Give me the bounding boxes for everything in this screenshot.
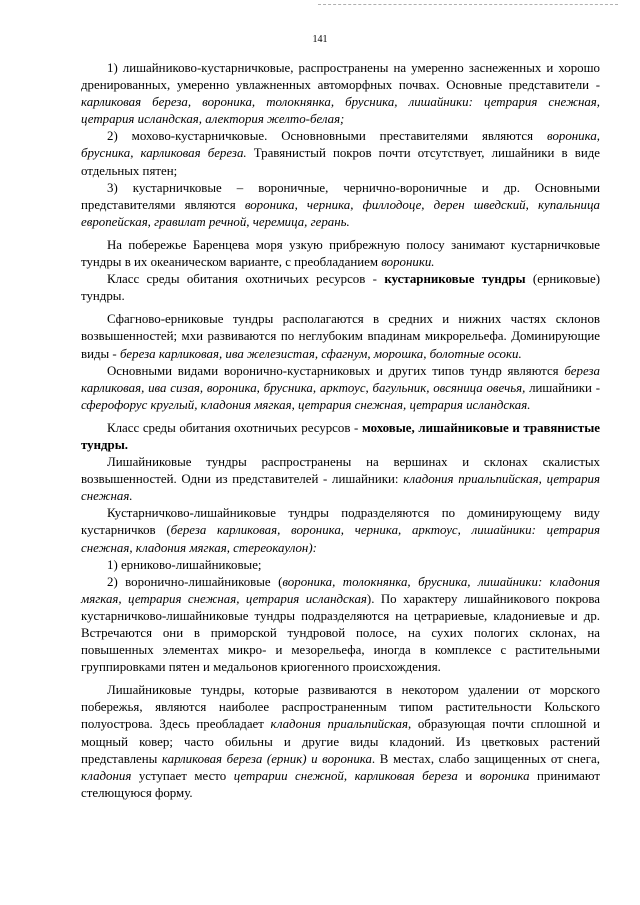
text-run: На побережье Баренцева моря узкую прибрежную полосу занимают кустарничковые тундры в их океаническом варианте, с преобладанием xyxy=(81,237,600,270)
text-run: , образующая почти сплошной и мощный ковер; часто обильны и другие виды кладоний. Из цветковых растений представлены xyxy=(81,717,600,766)
scan-edge-line xyxy=(318,4,618,5)
italic-text: береза карликовая, вороника, черника, арктоус, лишайники: цетрария снежная, кладония мягкая, стереокаулон): xyxy=(81,523,600,555)
italic-text: кладония приальпийская xyxy=(270,717,408,732)
bold-text: моховые, лишайниковые и травянистые тундры. xyxy=(81,420,601,452)
text-run: 2) мохово-кустарничковые. Основновными преставителями являются xyxy=(107,129,548,144)
text-run: . В местах, слабо защищенных от снега, xyxy=(371,751,600,766)
italic-text: цетрарии снежной, карликовая береза xyxy=(233,768,458,783)
paragraph xyxy=(81,454,600,505)
paragraph xyxy=(81,60,600,128)
text-run: принимают стелющуюся форму. xyxy=(81,768,600,800)
italic-text: вороники. xyxy=(381,255,435,270)
paragraph xyxy=(81,574,600,677)
text-run: Лишайниковые тундры, которые развиваются в некотором удалении от морского побережья, являются наиболее распространенным типом растительности Кольского полуострова. Здесь преобладает xyxy=(81,683,600,732)
page-number: 141 xyxy=(312,34,328,45)
text-run: ). По характеру лишайникового покрова кустарничково-лишайниковые тундры подразделяются на цетрариевые, кладониевые и др. Встречаются они в приморской тундровой полосе, на сухих пологих склонах, на повышенных элементах микро- и мезорельефа, иногда в комплексе с растительными группировками пятен и медальонов криогенного происхождения. xyxy=(81,591,600,675)
text-run: (ерниковые) тундры. xyxy=(81,272,600,304)
text-run: Лишайниковые тундры распространены на вершинах и склонах скалистых возвышенностей. Одни из представителей - лишайники: xyxy=(81,455,600,487)
italic-text: вороника xyxy=(479,768,530,783)
italic-text: сферофорус круглый, кладония мягкая, цетрария снежная, цетрария исландская. xyxy=(81,397,531,412)
text-run: лишайники - xyxy=(525,380,600,395)
paragraph xyxy=(81,682,600,802)
bold-text: кустарниковые тундры xyxy=(384,272,526,287)
italic-text: береза карликовая, ива железистая, сфагнум, морошка, болотные осоки. xyxy=(119,346,522,361)
text-run: Травянистый покров почти отсутствует, лишайники в виде отдельных пятен; xyxy=(81,146,600,178)
text-run: Сфагново-ерниковые тундры располагаются в средних и нижних частях склонов возвышенностей; мхи развиваются по неглубоким впадинам микрорельефа. Доминирующие виды - xyxy=(81,312,600,361)
text-run: 1) лишайниково-кустарничковые, распространены на умеренно заснеженных и хорошо дренированных, умеренно увлажненных автоморфных почвах. Основные представители - xyxy=(81,61,600,93)
text-run: Класс среды обитания охотничьих ресурсов - xyxy=(107,272,385,287)
text-run: Класс среды обитания охотничьих ресурсов - xyxy=(107,420,362,435)
text-run: уступает место xyxy=(131,768,234,783)
italic-text: карликовая береза, вороника, толокнянка, брусника, лишайники: цетрария снежная, цетрария исландская, алектория желто-белая; xyxy=(81,95,600,127)
paragraph xyxy=(81,420,600,454)
paragraph xyxy=(81,311,600,362)
italic-text: карликовая береза (ерник) и вороника xyxy=(161,751,372,766)
italic-text: береза карликовая, ива сизая, вороника, брусника, арктоус, багульник, овсяница овечья, xyxy=(81,363,600,395)
italic-text: кладония приальпийская, цетрария снежная. xyxy=(81,472,600,504)
text-run: 3) кустарничковые – вороничные, чернично-вороничные и др. Основными представителями являются xyxy=(81,180,600,212)
paragraph xyxy=(81,505,600,556)
paragraph xyxy=(81,237,600,271)
text-run: 1) ерниково-лишайниковые; xyxy=(107,557,262,572)
paragraph xyxy=(81,271,600,305)
italic-text: вороника, брусника, карликовая береза. xyxy=(81,129,600,161)
text-run: Кустарничково-лишайниковые тундры подразделяются по доминирующему виду кустарничков ( xyxy=(81,506,600,538)
paragraph xyxy=(81,180,600,231)
paragraph xyxy=(81,363,600,414)
italic-text: вороника, черника, филлодоце, дерен шведский, купальница европейская, гравилат речной, черемица, герань. xyxy=(81,197,600,229)
text-run: 2) воронично-лишайниковые ( xyxy=(107,574,283,589)
paragraph xyxy=(81,128,600,179)
italic-text: вороника, толокнянка, брусника, лишайники: кладония мягкая, цетрария снежная, цетрария исландская xyxy=(81,574,600,606)
paragraph xyxy=(81,557,600,574)
text-run: Основными видами воронично-кустарниковых и других типов тундр являются xyxy=(107,363,565,378)
text-run: и xyxy=(457,768,480,783)
italic-text: кладония xyxy=(81,768,132,783)
body-text xyxy=(81,60,600,802)
